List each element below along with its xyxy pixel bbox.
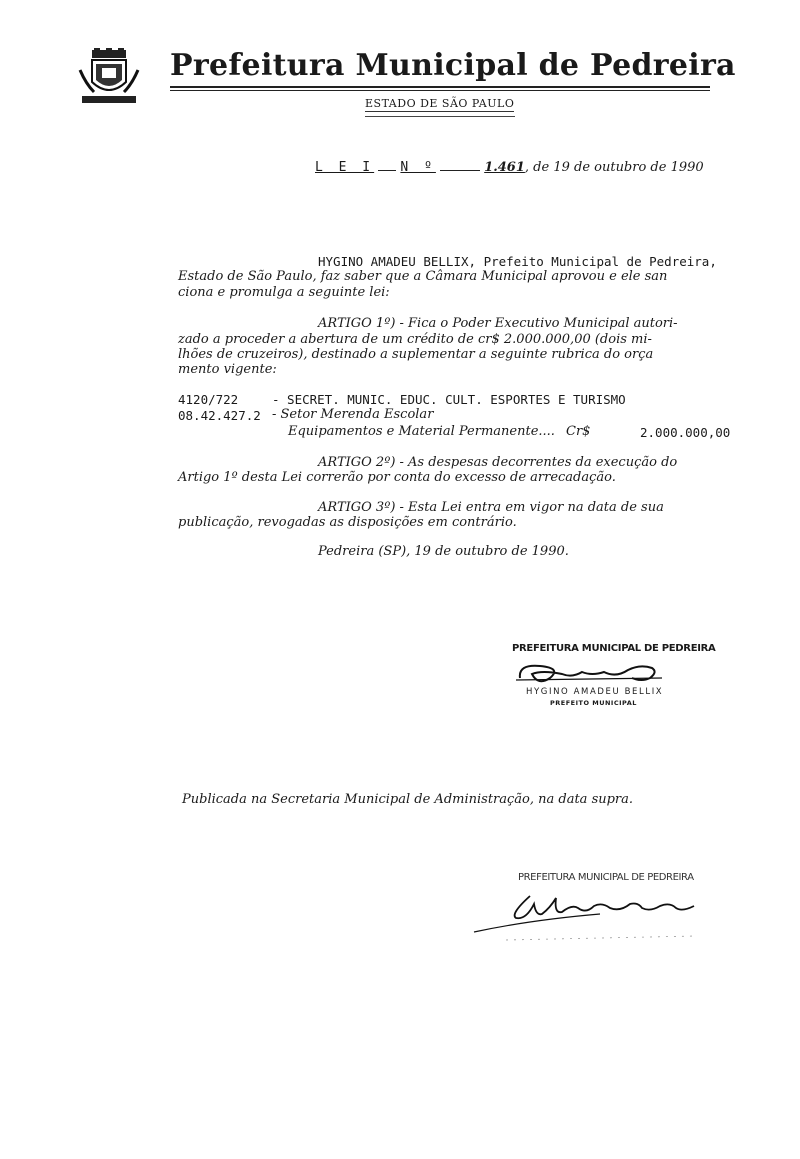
publication-note: Publicada na Secretaria Municipal de Administração, na data supra. <box>182 792 634 807</box>
law-heading <box>315 160 704 175</box>
intro-line-2: Estado de São Paulo, faz saber que a Câmara Municipal aprovou e ele san <box>178 269 668 284</box>
budget-code-2-desc: - Setor Merenda Escolar <box>272 407 434 422</box>
article-2-line-1: ARTIGO 2º) - As despesas decorrentes da execução do <box>318 455 678 470</box>
signature-stamp-1: PREFEITURA MUNICIPAL DE PEDREIRA <box>512 643 716 654</box>
article-1-line-4: mento vigente: <box>178 362 277 377</box>
handwritten-signature-1 <box>512 656 682 688</box>
state-subtitle: ESTADO DE SÃO PAULO <box>365 97 515 110</box>
law-number: 1.461 <box>484 160 525 175</box>
article-2-line-2: Artigo 1º desta Lei correrão por conta do excesso de arrecadação. <box>178 470 616 485</box>
budget-code-2: 08.42.427.2 <box>178 408 261 423</box>
law-date: , de 19 de outubro de 1990 <box>524 160 704 175</box>
article-3-line-2: publicação, revogadas as disposições em contrário. <box>178 515 517 530</box>
article-1-line-2: zado a proceder a abertura de um crédito de cr$ 2.000.000,00 (dois mi- <box>178 332 652 347</box>
header-divider-thin <box>170 90 710 91</box>
budget-code-1-desc: - SECRET. MUNIC. EDUC. CULT. ESPORTES E TURISMO <box>272 392 626 407</box>
handwritten-signature-2 <box>470 884 710 942</box>
budget-item-value: 2.000.000,00 <box>640 425 731 440</box>
place-and-date: Pedreira (SP), 19 de outubro de 1990. <box>318 544 569 559</box>
header-divider <box>170 86 710 88</box>
signatory-name-1: HYGINO AMADEU BELLIX <box>526 687 664 697</box>
municipal-crest-icon <box>78 48 140 106</box>
article-3-line-1: ARTIGO 3º) - Esta Lei entra em vigor na data de sua <box>318 500 664 515</box>
page-title: Prefeitura Municipal de Pedreira <box>170 48 736 83</box>
budget-code-1: 4120/722 <box>178 392 239 407</box>
law-number-label: N º <box>400 160 436 175</box>
article-1-line-1: ARTIGO 1º) - Fica o Poder Executivo Municipal autori- <box>318 316 678 331</box>
subtitle-underline <box>365 116 515 117</box>
intro-line-1: HYGINO AMADEU BELLIX, Prefeito Municipal de Pedreira, <box>318 254 717 269</box>
signature-stamp-2: PREFEITURA MUNICIPAL DE PEDREIRA <box>518 872 694 883</box>
signatory-role-1: PREFEITO MUNICIPAL <box>550 699 637 707</box>
budget-item-currency: Cr$ <box>566 424 591 439</box>
law-label: L E I <box>315 160 375 175</box>
article-1-line-3: lhões de cruzeiros), destinado a suplementar a seguinte rubrica do orça <box>178 347 654 362</box>
budget-item-desc: Equipamentos e Material Permanente.... <box>288 424 555 439</box>
intro-line-3: ciona e promulga a seguinte lei: <box>178 285 390 300</box>
